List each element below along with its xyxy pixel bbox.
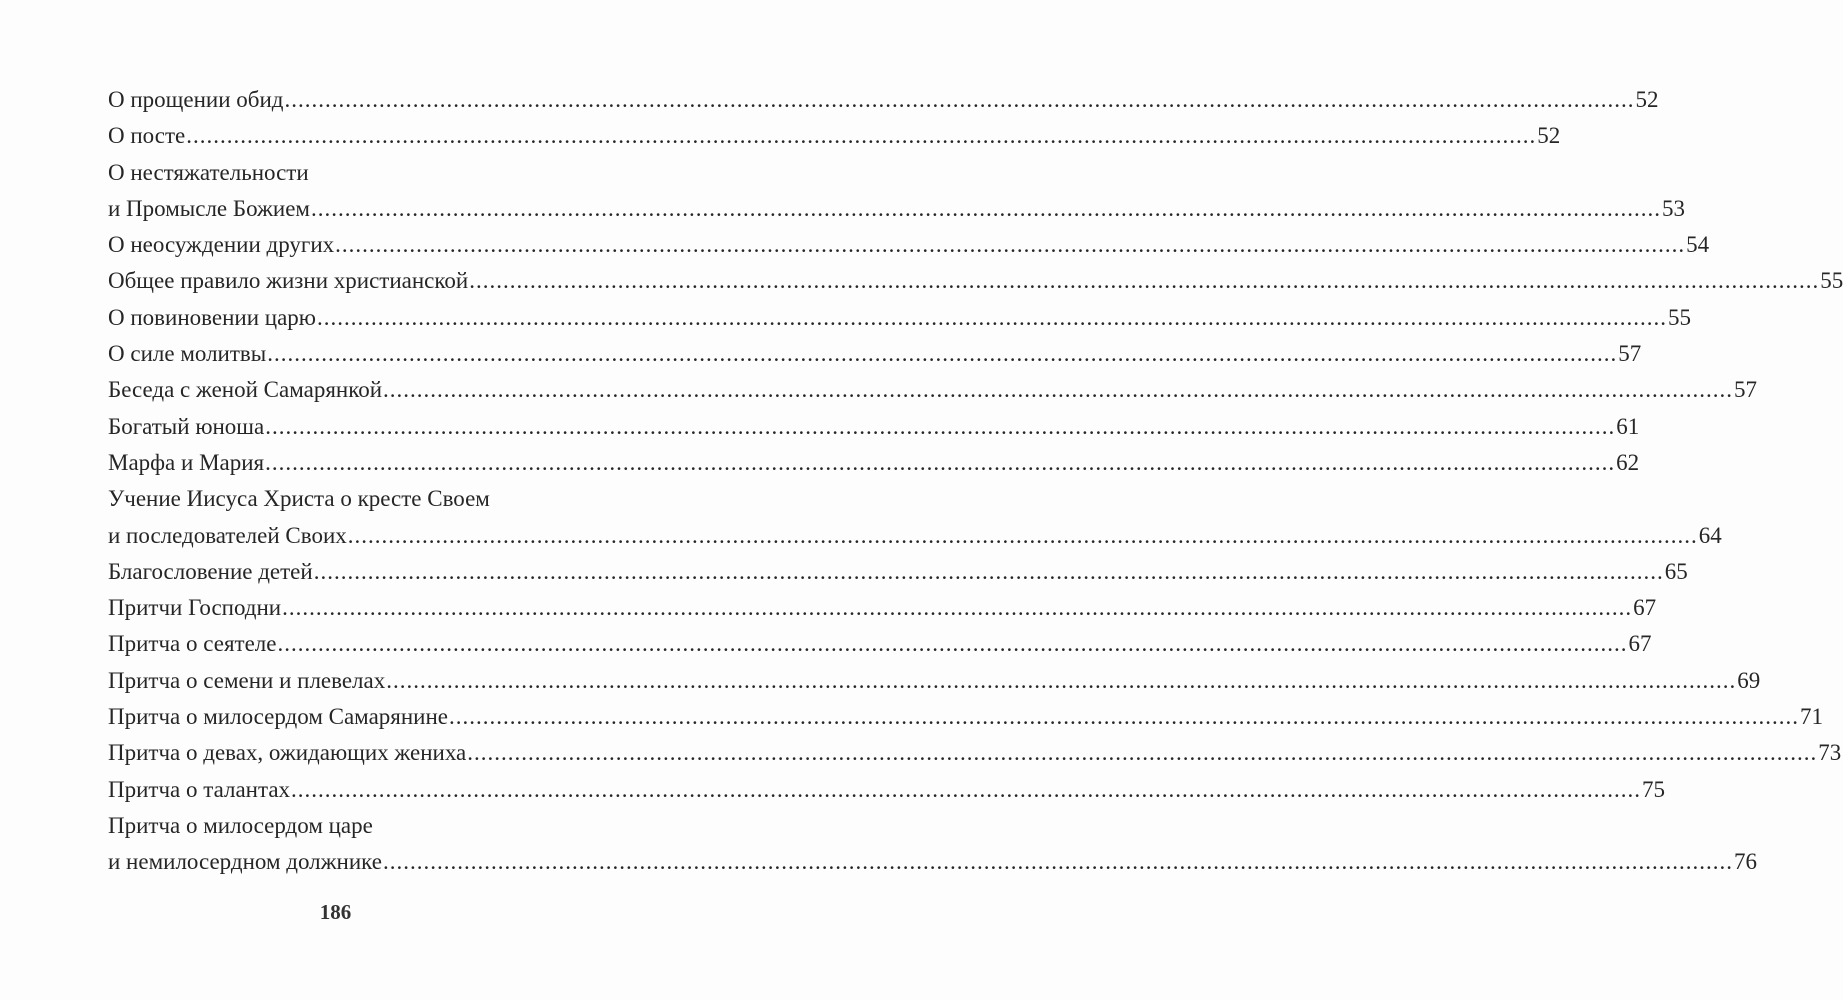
toc-entry-title: Притча о девах, ожидающих жениха	[108, 740, 467, 766]
toc-entry-title: Притча о семени и плевелах	[108, 667, 386, 693]
dot-leader: ........................................................................................................................................................................................................	[284, 87, 1635, 112]
toc-entry-page: 54	[1686, 232, 1710, 258]
toc-entry-line	[108, 481, 616, 517]
dot-leader: ........................................................................................................................................................................................................	[291, 776, 1642, 802]
toc-entry	[108, 590, 1657, 626]
toc-entry	[108, 808, 1757, 881]
toc-entry	[108, 336, 1642, 372]
dot-leader: ........................................................................................................................................................................................................	[282, 595, 1633, 621]
toc-entry-line	[108, 699, 1823, 735]
toc-entry-title: О прощении обид	[108, 87, 284, 112]
toc-entry-line	[108, 445, 1640, 481]
toc-entry	[108, 300, 1691, 336]
toc-entry-page: 53	[1661, 195, 1685, 221]
toc-entry-title: О неосуждении других	[108, 232, 335, 258]
dot-leader: ........................................................................................................................................................................................................	[310, 195, 1661, 221]
toc-entry	[108, 772, 1666, 808]
toc-entry-title: и последователей Своих	[108, 522, 347, 548]
toc-entry-title: О силе молитвы	[108, 341, 267, 367]
toc-entry	[108, 626, 1652, 662]
dot-leader: ........................................................................................................................................................................................................	[335, 232, 1686, 258]
toc-entry-line	[108, 590, 1657, 626]
toc-entry-line	[108, 409, 1640, 445]
toc-entry-page: 65	[1664, 558, 1688, 584]
toc-entry-title: Притча о милосердом Самарянине	[108, 704, 448, 730]
toc-entry-title: Притча о талантах	[108, 776, 291, 802]
dot-leader: ........................................................................................................................................................................................................	[267, 341, 1618, 367]
toc-entry-line	[108, 844, 1757, 880]
toc-entry-line	[108, 300, 1691, 336]
toc-entry-page: 67	[1633, 595, 1657, 621]
toc-entry	[108, 372, 1758, 408]
toc-entry	[108, 735, 1842, 771]
toc-entry-line	[108, 263, 1843, 299]
toc-entry-page: 67	[1628, 631, 1652, 657]
toc-entry-line	[108, 336, 1642, 372]
dot-leader: ........................................................................................................................................................................................................	[382, 849, 1733, 875]
page-number: 186	[319, 900, 352, 924]
toc-entry-title: Притчи Господни	[108, 595, 282, 621]
dot-leader: ........................................................................................................................................................................................................	[467, 740, 1818, 766]
toc-entry-page: 61	[1616, 413, 1640, 439]
toc-entry	[108, 481, 1722, 554]
dot-leader: ........................................................................................................................................................................................................	[265, 449, 1616, 475]
toc-entry	[108, 663, 1761, 699]
dot-leader: ........................................................................................................................................................................................................	[347, 522, 1698, 548]
toc-entry-page: 57	[1734, 377, 1758, 403]
toc-entry	[108, 554, 1688, 590]
toc-entry-page: 69	[1737, 667, 1761, 693]
toc-entry-page: 52	[1537, 123, 1561, 149]
toc-entry-title: и немилосердном должнике	[108, 849, 382, 875]
toc-entry-page: 75	[1642, 776, 1666, 802]
toc-entry-page: 57	[1618, 341, 1642, 367]
toc-entry-line	[108, 118, 1561, 154]
toc-entry-title: О нестяжательности	[108, 159, 309, 185]
toc-entry-page: 62	[1616, 449, 1640, 475]
toc-entry	[108, 699, 1823, 735]
toc-entry-line	[108, 227, 1710, 263]
toc-entry-title: Богатый юноша	[108, 413, 265, 439]
toc-entry-title: Учение Иисуса Христа о кресте Своем	[108, 486, 490, 512]
table-of-contents	[108, 82, 1843, 881]
dot-leader: ........................................................................................................................................................................................................	[313, 558, 1664, 584]
dot-leader: ........................................................................................................................................................................................................	[469, 268, 1820, 294]
toc-entry	[108, 263, 1843, 299]
toc-entry	[108, 118, 1561, 154]
toc-entry-line	[108, 518, 1722, 554]
toc-entry-title: Благословение детей	[108, 558, 313, 584]
dot-leader: ........................................................................................................................................................................................................	[277, 631, 1628, 657]
toc-entry-title: Притча о сеятеле	[108, 631, 277, 657]
toc-entry-page: 71	[1800, 704, 1823, 730]
dot-leader: ........................................................................................................................................................................................................	[383, 377, 1734, 403]
dot-leader: ........................................................................................................................................................................................................	[386, 667, 1737, 693]
toc-entry-title: Общее правило жизни христианской	[108, 268, 469, 294]
dot-leader: ........................................................................................................................................................................................................	[316, 304, 1667, 330]
toc-entry-line	[108, 663, 1761, 699]
toc-entry-page: 73	[1818, 740, 1842, 766]
toc-entry-line	[108, 372, 1758, 408]
dot-leader: ........................................................................................................................................................................................................	[186, 123, 1537, 149]
toc-entry-line	[108, 735, 1842, 771]
toc-entry	[108, 445, 1640, 481]
toc-entry-title: Марфа и Мария	[108, 449, 265, 475]
toc-entry-page: 55	[1820, 268, 1843, 294]
toc-entry-title: Беседа с женой Самарянкой	[108, 377, 383, 403]
toc-entry	[108, 227, 1710, 263]
toc-entry-title: О повиновении царю	[108, 304, 316, 330]
toc-entry-title: и Промысле Божием	[108, 195, 310, 221]
toc-entry-line	[108, 82, 1659, 118]
toc-entry-title: Притча о милосердом царе	[108, 812, 373, 838]
toc-entry	[108, 82, 1659, 118]
toc-entry-line	[108, 772, 1666, 808]
toc-entry-line	[108, 191, 1685, 227]
toc-entry	[108, 155, 1685, 228]
toc-entry-page: 64	[1698, 522, 1722, 548]
toc-entry-title: О посте	[108, 123, 186, 149]
toc-entry-line	[108, 808, 616, 844]
toc-entry-line	[108, 554, 1688, 590]
dot-leader: ........................................................................................................................................................................................................	[265, 413, 1616, 439]
toc-entry	[108, 409, 1640, 445]
toc-entry-line	[108, 626, 1652, 662]
toc-entry-page: 55	[1667, 304, 1691, 330]
toc-entry-line	[108, 155, 616, 191]
dot-leader: ........................................................................................................................................................................................................	[449, 704, 1799, 730]
toc-entry-page: 76	[1733, 849, 1757, 875]
toc-entry-page: 52	[1635, 87, 1659, 112]
